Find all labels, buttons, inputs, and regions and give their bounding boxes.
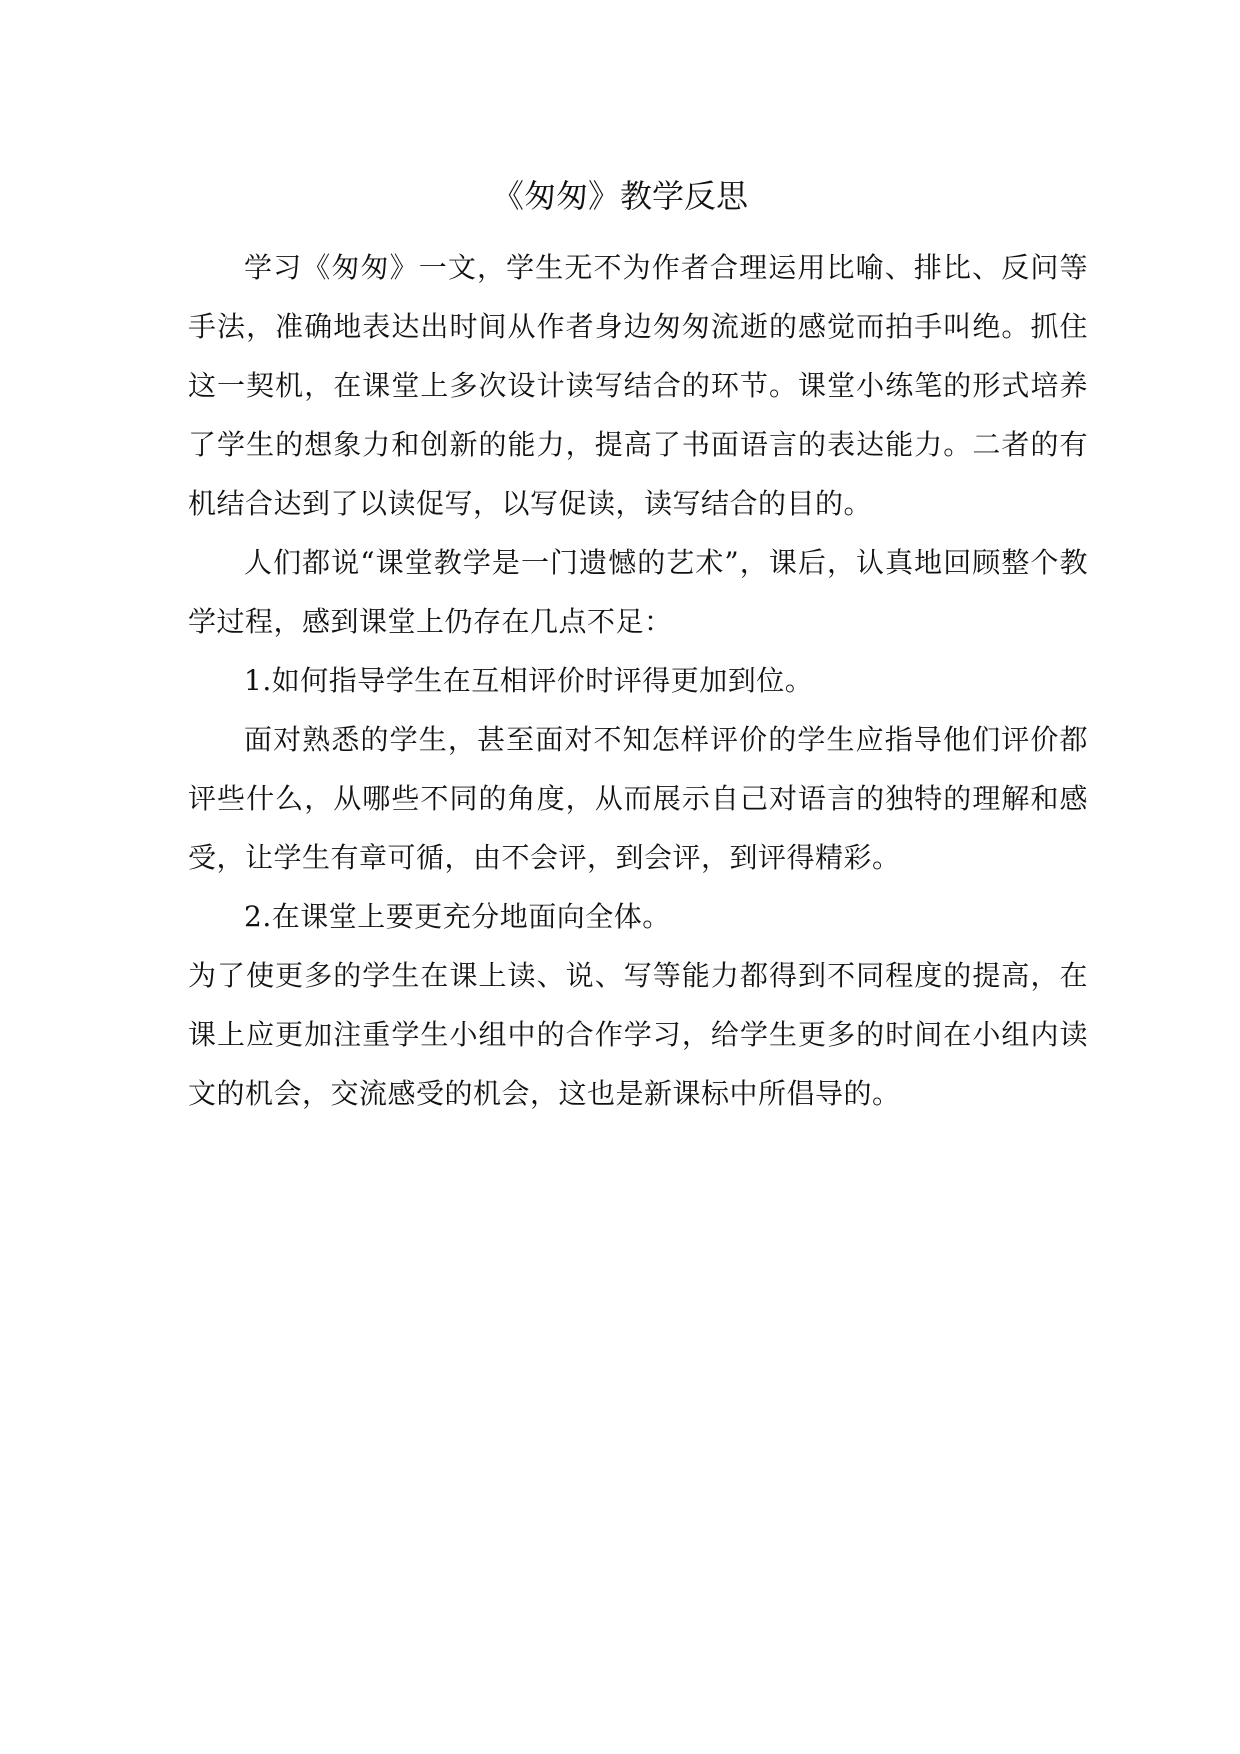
document-body (188, 238, 1088, 1123)
paragraph-point-1-heading: 1.如何指导学生在互相评价时评得更加到位。 (244, 664, 814, 697)
paragraph-reflection: 人们都说“课堂教学是一门遗憾的艺术”，课后，认真地回顾整个教学过程，感到课堂上仍存在几点不足： (188, 546, 1088, 638)
paragraph-point-2-heading: 2.在课堂上要更充分地面向全体。 (244, 900, 671, 933)
document-title: 《匆匆》教学反思 (491, 177, 748, 215)
paragraph-point-1-body: 面对熟悉的学生，甚至面对不知怎样评价的学生应指导他们评价都评些什么，从哪些不同的角度，从而展示自己对语言的独特的理解和感受，让学生有章可循，由不会评，到会评，到评得精彩。 (188, 723, 1088, 874)
paragraph-intro: 学习《匆匆》一文，学生无不为作者合理运用比喻、排比、反问等手法，准确地表达出时间从作者身边匆匆流逝的感觉而拍手叫绝。抓住这一契机，在课堂上多次设计读写结合的环节。课堂小练笔的形式培养了学生的想象力和创新的能力，提高了书面语言的表达能力。二者的有机结合达到了以读促写，以写促读，读写结合的目的。 (188, 251, 1088, 520)
paragraph-point-2-body: 为了使更多的学生在课上读、说、写等能力都得到不同程度的提高，在课上应更加注重学生小组中的合作学习，给学生更多的时间在小组内读文的机会，交流感受的机会，这也是新课标中所倡导的。 (188, 959, 1088, 1110)
